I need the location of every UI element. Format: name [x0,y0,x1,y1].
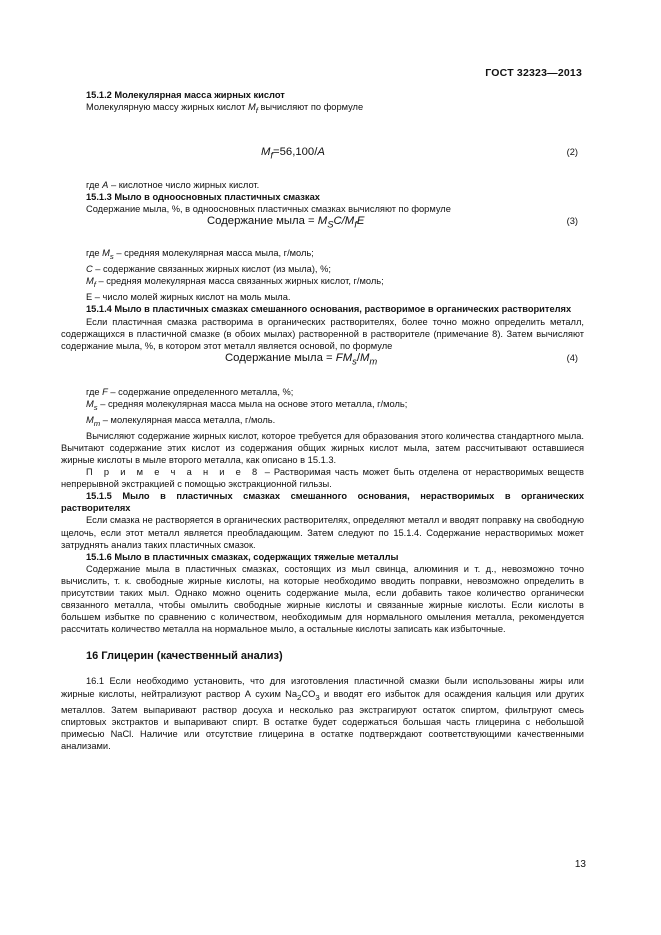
formula-2-expression: $M_f=56,100/A$ [261,146,325,161]
paragraph-calculation: Вычисляют содержание жирных кислот, которое требуется для образования этого количества стандартного мыла. Вычитают содержание этих кислот из содержания общих жирных кислот мыла, затем рассчитывают оставшиеся жирные кислоты в мыле второго металла, как описано в 15.1.3. [61,430,584,465]
where-formula-3-line-3: $M_f$ – средняя молекулярная масса связанных жирных кислот, г/моль; [86,276,384,290]
note-8-label: П р и м е ч а н и е 8 [86,467,261,478]
formula-4 [61,352,584,374]
paragraph-15-1-4: Если пластичная смазка растворима в органических растворителях, более точно можно определить металл, содержащихся в пластичной смазке (в обоих мылах) растворенной в растворителе (примечание 8). Затем вычисляют содержание мыла, %, в котором этот металл является основой, по формуле [61,316,584,351]
document-body [61,89,584,752]
paragraph-15-1-3: Содержание мыла, %, в одноосновных пластичных смазках вычисляют по формуле [86,204,451,215]
formula-4-number: (4) [566,352,578,363]
subsection-title-15-1-5: 15.1.5 Мыло в пластичных смазках смешанного основания, нерастворимых в органических растворителях [61,491,584,514]
page-number: 13 [574,859,586,870]
paragraph-15-1-5: Если смазка не растворяется в органических растворителях, определяют металл и вводят поправку на свободную щелочь, если этот металл является преобладающим. Затем следуют по 15.1.4. Содержание нерастворимых может затруднять анализ таких пластичных смазок. [61,515,584,550]
formula-2 [61,143,584,165]
formula-3-number: (3) [566,216,578,227]
paragraph-15-1-2: Молекулярную массу жирных кислот $M_f$ вычисляют по формуле [86,102,364,115]
formula-2-number: (2) [566,147,578,158]
subsection-title-15-1-2: 15.1.2 Молекулярная масса жирных кислот [86,90,285,100]
section-title-16: 16 Глицерин (качественный анализ) [86,650,283,663]
where-formula-3-line-4: E – число молей жирных кислот на моль мыла. [86,292,291,303]
subsection-title-15-1-4: 15.1.4 Мыло в пластичных смазках смешанного основания, растворимое в органических растворителях [86,304,572,315]
where-formula-3-line-1: где $M_s$ – средняя молекулярная масса мыла, г/моль; [86,248,314,262]
where-formula-4-line-2: $M_s$ – средняя молекулярная масса мыла на основе этого металла, г/моль; [86,398,408,412]
where-formula-4-line-1: где F – содержание определенного металла, %; [86,386,294,397]
subsection-title-15-1-3: 15.1.3 Мыло в одноосновных пластичных смазках [86,192,320,203]
paragraph-16-1: 16.1 Если необходимо установить, что для изготовления пластичной смазки были использованы жиры или жирные кислоты, нейтрализуют раствор А сухим $Na_2CO_3$ и вводят его избыток для осаждения кальция или других металлов. Затем выпаривают раствор досуха и несколько раз экстрагируют остаток спиртом, фильтруют смесь спиртовых экстрактов и выпаривают спирт. В остатке будет содержаться большая часть глицерина с небольшой примесью NaCl. Наличие или отсутствие глицерина в остатке подтверждают соответствующими качественными анализами. [61,676,584,751]
formula-3-expression: Содержание мыла = $M_SC/M_fE$ [207,215,365,230]
where-formula-3-line-2: C – содержание связанных жирных кислот (из мыла), %; [86,264,331,275]
note-8: П р и м е ч а н и е 8 – Растворимая часть может быть отделена от нерастворимых веществ непрерывной экстракцией с помощью экстракционной гильзы. [61,467,584,490]
formula-3 [61,215,584,237]
formula-4-expression: Содержание мыла = $FM_s/M_m$ [225,351,378,367]
where-formula-2: где A – кислотное число жирных кислот. [86,180,260,191]
paragraph-15-1-6: Содержание мыла в пластичных смазках, состоящих из мыл свинца, алюминия и т. д., невозможно точно вычислить, т. к. свободные жирные кислоты, на которые необходимо вводить поправки, невозможно определить в присутствии таких мыл. Однако можно оценить содержание мыла, если добавить такое количество органически связанного металла, чтобы омылить свободные жирные кислоты и связанные жирные кислоты. Если кислоты в большем избытке по сравнению с количеством, необходимым для нормального омыления металла, рекомендуется рассчитать количество металла на нормальное мыло, а остальные кислоты записать как избыточные. [61,563,584,635]
subsection-title-15-1-6: 15.1.6 Мыло в пластичных смазках, содержащих тяжелые металлы [86,551,399,562]
document-standard-header: ГОСТ 32323—2013 [485,67,582,79]
where-formula-4-line-3: $M_m$ – молекулярная масса металла, г/моль. [86,414,276,428]
